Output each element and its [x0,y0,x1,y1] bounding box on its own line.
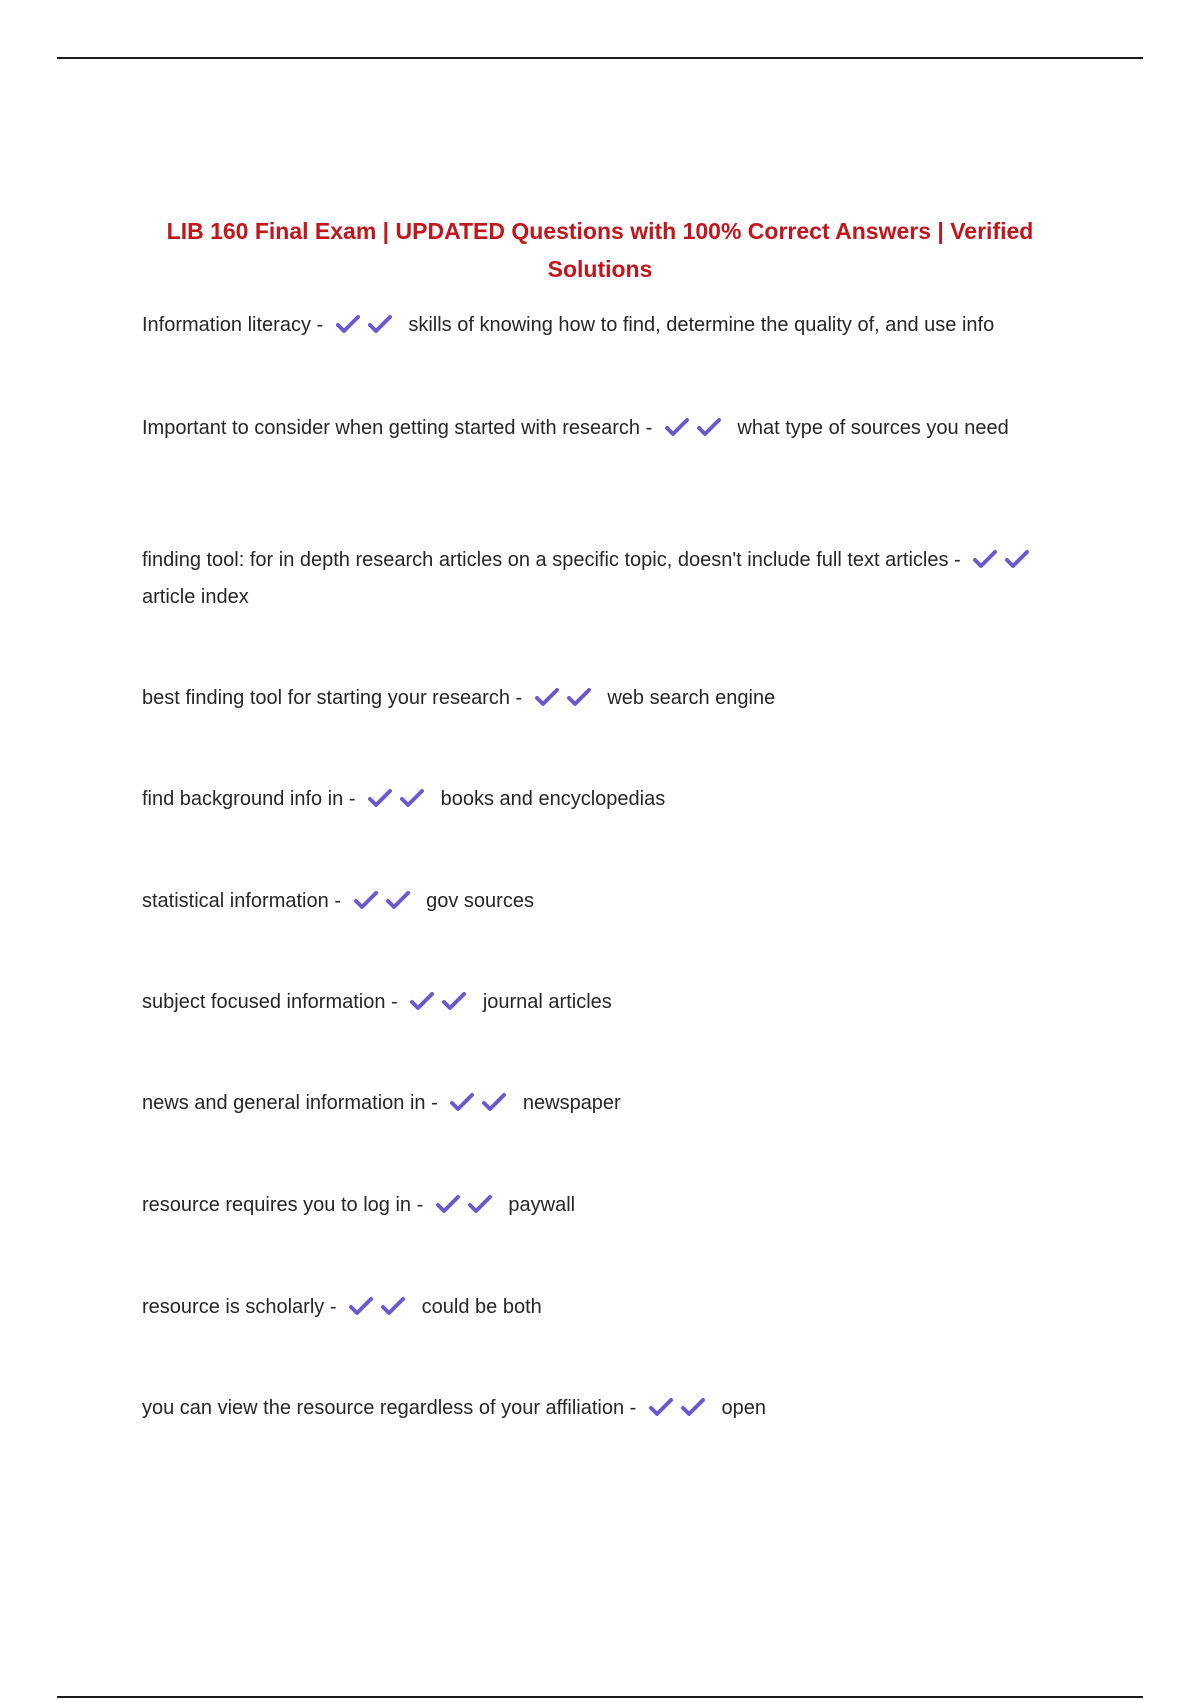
check-icon [648,1397,674,1417]
qa-item [142,884,1067,921]
answer-text: article index [142,586,249,608]
check-icon [680,1397,706,1417]
question-text: resource is scholarly [142,1296,325,1318]
qa-item [142,782,1067,819]
check-icon [385,890,411,910]
double-check-icon [335,311,399,345]
question-text: Important to consider when getting started with research [142,417,641,439]
check-icon [696,417,722,437]
document-title: LIB 160 Final Exam | UPDATED Questions with 100% Correct Answers | Verified Solutions [166,218,1034,282]
answer-text: what type of sources you need [737,417,1009,439]
question-text: find background info in [142,788,344,810]
double-check-icon [648,1394,712,1428]
answer-text: paywall [508,1194,576,1216]
check-icon [335,314,361,334]
check-icon [441,991,467,1011]
double-check-icon [664,414,728,448]
double-check-icon [367,785,431,819]
double-check-icon [435,1191,499,1225]
check-icon [367,314,393,334]
separator: - [954,549,961,571]
separator: - [629,1397,637,1419]
question-text: subject focused information [142,991,386,1013]
question-text: finding tool: for in depth research articles on a specific topic, doesn't include full text articles [142,549,949,571]
separator: - [329,1296,337,1318]
question-text: you can view the resource regardless of your affiliation [142,1397,625,1419]
separator: - [334,890,341,912]
answer-text: open [721,1397,766,1419]
question-text: best finding tool for starting your research [142,687,510,709]
separator: - [431,1092,438,1114]
double-check-icon [409,988,473,1022]
answer-text: could be both [421,1296,542,1318]
answer-text: skills of knowing how to find, determine the quality of, and use info [408,314,995,336]
qa-item [142,985,1067,1022]
qa-item [142,1290,1067,1327]
answer-text: web search engine [607,687,776,709]
qa-item [142,543,1067,614]
qa-item [142,308,1067,345]
check-icon [409,991,435,1011]
double-check-icon [348,1293,412,1327]
check-icon [380,1296,406,1316]
check-icon [353,890,379,910]
double-check-icon [534,684,598,718]
check-icon [481,1092,507,1112]
check-icon [972,549,998,569]
qa-item [142,1086,1067,1123]
question-text: resource requires you to log in [142,1194,412,1216]
top-rule [57,57,1143,59]
check-icon [399,788,425,808]
separator: - [416,1194,424,1216]
check-icon [566,687,592,707]
bottom-rule [57,1696,1143,1698]
answer-text: newspaper [522,1092,621,1114]
double-check-icon [449,1089,513,1123]
separator: - [348,788,356,810]
check-icon [467,1194,493,1214]
answer-text: books and encyclopedias [440,788,666,810]
double-check-icon [972,546,1036,580]
qa-item [142,1391,1067,1428]
double-check-icon [353,887,417,921]
separator: - [645,417,653,439]
separator: - [515,687,523,709]
check-icon [435,1194,461,1214]
separator: - [316,314,324,336]
qa-item [142,681,1067,718]
check-icon [1004,549,1030,569]
check-icon [664,417,690,437]
answer-text: gov sources [426,890,534,912]
check-icon [534,687,560,707]
qa-item [142,411,1067,448]
check-icon [367,788,393,808]
question-text: statistical information [142,890,329,912]
question-text: Information literacy [142,314,311,336]
question-text: news and general information in [142,1092,426,1114]
check-icon [449,1092,475,1112]
check-icon [348,1296,374,1316]
separator: - [391,991,398,1013]
qa-item [142,1188,1067,1225]
answer-text: journal articles [482,991,612,1013]
